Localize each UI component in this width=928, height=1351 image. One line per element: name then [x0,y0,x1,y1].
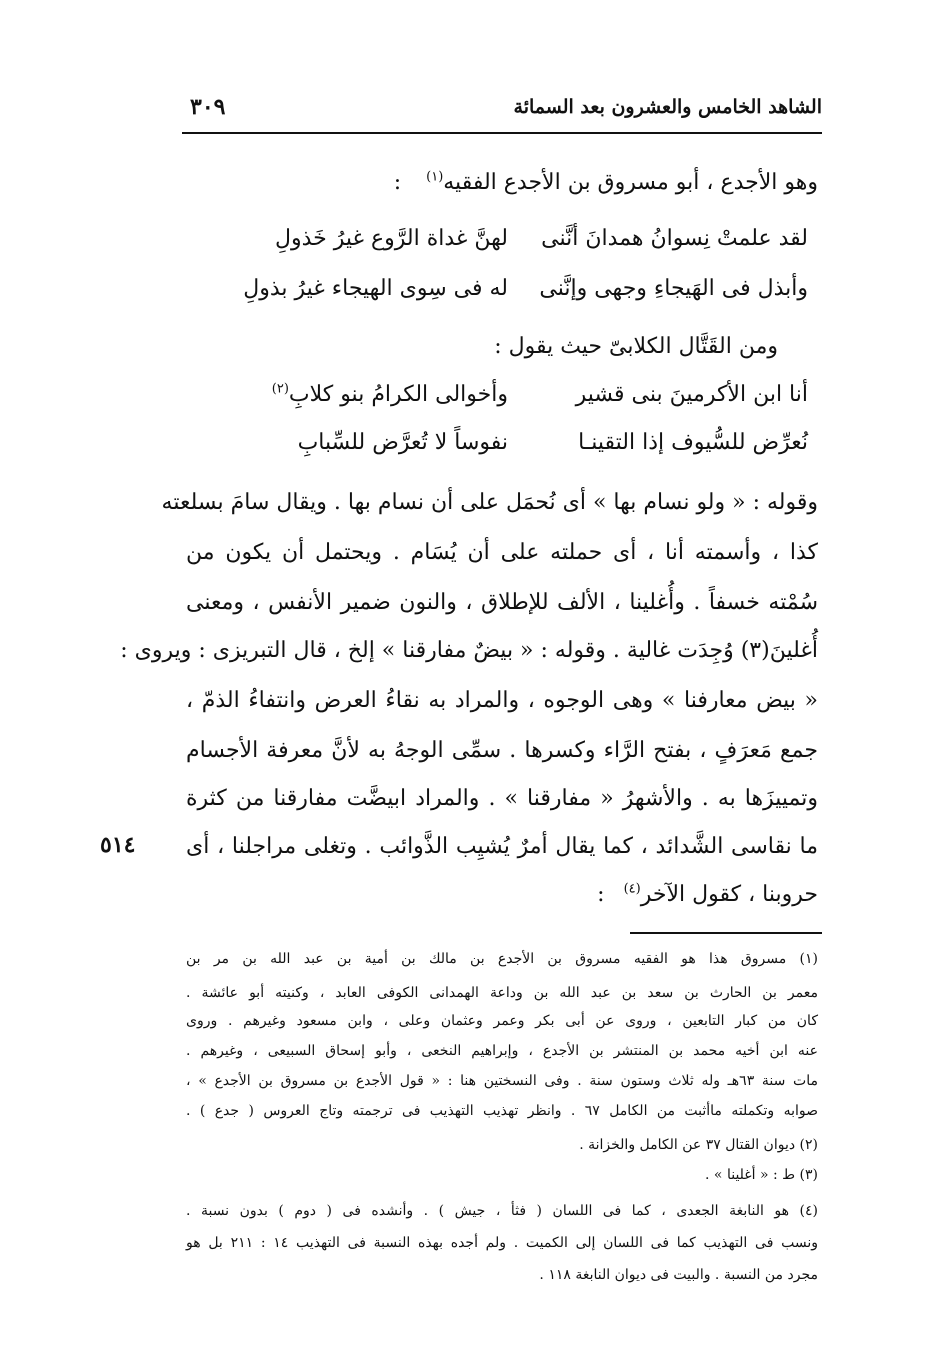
header-rule [182,132,822,134]
poem1-verse2-left: له فى سِوى الهيجاء غيرُ بذولِ [243,276,508,301]
poem2-verse2-left: نفوساً لا تُعرَّض للسِّبابِ [297,430,508,455]
body-line-last-text: حروبنا ، كقول الآخر [640,882,818,907]
body-line: جمع مَعرَفٍ ، بفتح الرَّاء وكسرها . سمِّى الوجهُ به لأنَّ معرفة الأجسام [186,738,818,763]
running-title: الشاهد الخامس والعشرون بعد السمائة [513,96,822,118]
footnote-ref-4: (٤) [623,881,641,897]
body-line: « بيض معارفنا » وهى الوجوه ، والمراد به نقاءُ العرض وانتفاءُ الذمّ ، [186,688,818,713]
footnote-ref-2: (٢) [271,381,289,397]
body-line-last [597,881,818,907]
body-line: وقوله : « ولو نسام بها » أى نُحمَل على أن نسام بها . ويقال سامَ بسلعته [161,490,818,515]
intro-text: وهو الأجدع ، أبو مسروق بن الأجدع الفقيه [443,170,818,195]
body-line-last-colon: : [597,882,605,907]
body-line: ما نقاسى الشَّدائد ، كما يقال أمرٌ يُشيِب الذَّوائب . وتغلى مراجلنا ، أى [186,834,818,859]
footnote-line: مجرد من النسبة . والبيت فى ديوان النابغة ١١٨ . [539,1267,818,1283]
footnote-line: مات سنة ٦٣هـ وله ثلاث وستون سنة . وفى النسختين هنا : « قول الأجدع بن مسروق بن الأجدع » ، [186,1073,818,1089]
footnote-line: (٢) ديوان القتال ٣٧ عن الكامل والخزانة . [579,1137,818,1153]
page-header [182,92,822,132]
body-line: وتمييزَها به . والأشهرُ « مفارقنا » . والمراد ابيضَّت مفارقنا من كثرة [186,786,818,811]
margin-number: ٥١٤ [100,832,136,858]
footnote-ref-1: (١) [426,169,444,185]
intro-line-2: ومن القَتَّال الكلابىّ حيث يقول : [494,334,778,359]
footnote-line: (٣) ط : « أغلينا » . [705,1167,818,1183]
poem2-verse1-left [271,381,508,407]
footnote-line: ونسب فى التهذيب كما فى اللسان إلى الكميت . ولم أجده بهذه النسبة فى التهذيب ١٤ : ٢١١ بل هو [186,1235,818,1251]
body-line: أُغلينَ(٣) وُجِدَت غالية . وقوله : « بيضٌ مفارقنا » إلخ ، قال التبريزى : ويروى : [120,638,818,663]
footnote-line: عنه ابن أخيه محمد بن المنتشر بن الأجدع ، وإبراهيم النخعى ، وأبو إسحاق السبيعى ، وغيرهم . [186,1043,818,1059]
poem1-verse1-right: لقد علمتْ نِسوانُ همدانَ أنَّنى [541,226,808,251]
poem1-verse2-right: وأبذل فى الهَيجاءِ وجهى وإنَّنى [539,276,808,301]
page-number: ٣٠٩ [190,94,226,120]
footnote-rule [630,932,822,934]
footnote-line: كان من كبار التابعين ، وروى عن أبى بكر وعمر وعثمان وعلى ، وابن مسعود وغيرهم . وروى [186,1013,818,1029]
body-line: كذا ، وأسمته أنا ، أى حملته على أن يُسَام . ويحتمل أن يكون من [186,540,818,565]
intro-line-1 [393,169,818,195]
poem2-verse1-right: أنا ابن الأكرمينَ بنى قشير [575,382,808,407]
footnote-line: (٤) هو النابغة الجعدى ، كما فى اللسان ( فثأ ، جيش ) . وأنشده فى ( دوم ) بدون نسبة . [186,1203,818,1219]
footnote-line: معمر بن الحارث بن سعد بن عبد الله بن وداعة الهمدانى الكوفى العابد ، وكنيته أبو عائشة . [186,985,818,1001]
footnote-line: (١) مسروق هذا هو الفقيه مسروق بن الأجدع بن مالك بن أمية بن عبد الله بن مر بن [186,951,818,967]
body-line: سُمْته خسفاً . وأُغلينا ، الألف للإطلاق ، والنون ضمير الأنفس ، ومعنى [186,590,818,615]
poem2-verse1-left-text: وأخوالى الكرامُ بنو كلابِ [288,382,508,407]
poem2-verse2-right: نُعرِّض للسُّيوف إذا التقينـا [578,430,808,455]
footnote-line: صوابه وتكملته ماأثبت من الكامل ٦٧ . وانظر تهذيب التهذيب فى ترجمته وتاج العروس ( جدع ) . [186,1103,818,1119]
poem1-verse1-left: لهنَّ غداة الرَّوع غيرُ خَذولِ [275,226,508,251]
intro-colon: : [393,170,402,195]
